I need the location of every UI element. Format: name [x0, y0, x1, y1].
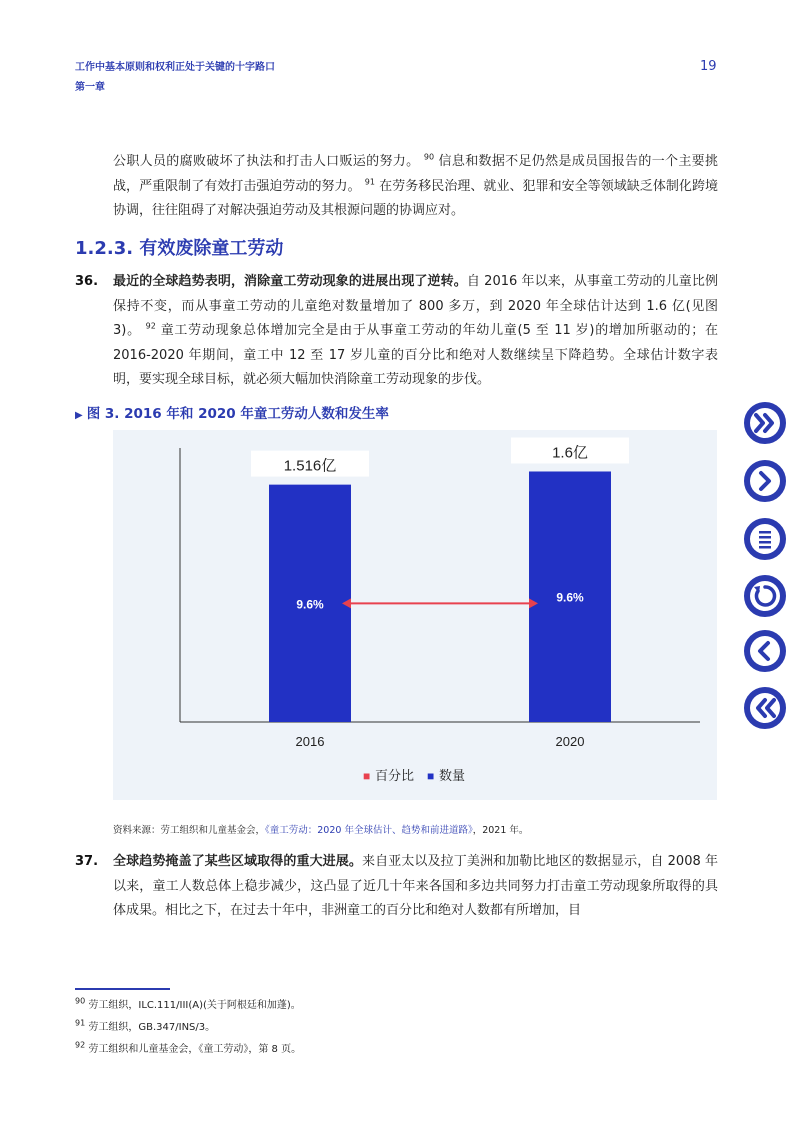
bar-value-label-2020: 1.6亿: [552, 444, 588, 462]
bar-chart: [113, 430, 717, 800]
figure-source: [113, 822, 528, 836]
footnote-ref-90[interactable]: 90: [423, 152, 435, 162]
footnote-91-marker: 91: [75, 1018, 86, 1028]
legend-label-percent: 百分比: [375, 768, 415, 783]
footnote-ref-92[interactable]: 92: [145, 321, 156, 331]
figure-caption: [75, 402, 389, 422]
footnote-92-marker: 92: [75, 1040, 86, 1050]
caption-arrow-icon: ▶: [75, 410, 83, 421]
intro-paragraph: [113, 150, 718, 224]
footnote-92: [75, 1040, 301, 1055]
footnote-90-marker: 90: [75, 996, 86, 1006]
back-icon: [747, 578, 783, 614]
intro-text-a: 公职人员的腐败破坏了执法和打击人口贩运的努力。: [113, 154, 420, 169]
figure-caption-text: 图 3. 2016 年和 2020 年童工劳动人数和发生率: [86, 406, 389, 422]
first-page-icon: [747, 405, 783, 441]
paragraph-number-37: 37.: [75, 854, 99, 869]
running-header-title: 工作中基本原则和权利正处于关键的十字路口: [75, 62, 275, 73]
legend-label-count: 数量: [439, 768, 466, 783]
paragraph-36-text-a: 自 2016 年以来，从事童工劳动的儿童比例保持不变，而从事童工劳动的儿童绝对数量增加了 800 多万，到 2020 年全球估计达到 1.6 亿(见图 3)。: [113, 274, 718, 338]
paragraph-37-lead: 全球趋势掩盖了某些区域取得的重大进展。: [113, 854, 362, 869]
legend-marker-percent: ■: [363, 769, 371, 783]
source-link[interactable]: 《童工劳动：2020 年全球估计、趋势和前进道路》: [265, 825, 473, 836]
paragraph-37-text: 来自亚太以及拉丁美洲和加勒比地区的数据显示，自 2008 年以来，童工人数总体上稳步减少，这凸显了近几十年来各国和多边共同努力打击童工劳动现象所取得的具体成果。相比之下，在过去十年中，非洲童工的百分比和绝对人数都有所增加，目: [113, 854, 718, 918]
chart-panel: [113, 430, 717, 800]
next-page-button[interactable]: [744, 460, 786, 502]
paragraph-37: [113, 850, 718, 924]
paragraph-36: [113, 270, 718, 393]
section-heading: 1.2.3. 有效废除童工劳动: [75, 238, 284, 259]
back-button[interactable]: [744, 575, 786, 617]
first-page-button[interactable]: [744, 402, 786, 444]
footnote-divider: [75, 988, 170, 990]
footnote-91-text: 劳工组织，GB.347/INS/3。: [88, 1022, 216, 1033]
paragraph-36-lead: 最近的全球趋势表明，消除童工劳动现象的进展出现了逆转。: [113, 274, 467, 289]
footnote-90: [75, 996, 301, 1011]
previous-page-icon: [747, 633, 783, 669]
percent-label-2016: 9.6%: [296, 597, 324, 612]
intro-text-c: 在劳务移民治理、就业、犯罪和安全等领域缺乏体制化跨境协调，往往阻碍了对解决强迫劳动及其根源问题的协调应对。: [113, 178, 718, 218]
page-number: 19: [700, 59, 717, 74]
footnote-91: [75, 1018, 215, 1033]
last-page-icon: [747, 690, 783, 726]
footnote-90-text: 劳工组织，ILC.111/III(A)(关于阿根廷和加蓬)。: [88, 1000, 301, 1011]
paragraph-number-36: 36.: [75, 274, 99, 289]
running-header-chapter: 第一章: [75, 82, 105, 93]
source-prefix: 资料来源：劳工组织和儿童基金会，: [113, 825, 266, 836]
x-tick-label-2016: 2016: [295, 734, 325, 749]
table-of-contents-button[interactable]: [744, 518, 786, 560]
legend-marker-count: ■: [427, 769, 435, 783]
footnote-ref-91[interactable]: 91: [364, 177, 375, 187]
x-tick-label-2020: 2020: [555, 734, 585, 749]
previous-page-button[interactable]: [744, 630, 786, 672]
last-page-button[interactable]: [744, 687, 786, 729]
bar-value-label-2016: 1.516亿: [283, 457, 337, 475]
source-suffix: ，2021 年。: [472, 825, 529, 836]
table-of-contents-icon: [747, 521, 783, 557]
footnote-92-text: 劳工组织和儿童基金会，《童工劳动》，第 8 页。: [88, 1044, 302, 1055]
intro-text-b: 信息和数据不足仍然是成员国报告的一个主要挑战，严重限制了有效打击强迫劳动的努力。: [113, 154, 718, 194]
next-page-icon: [747, 463, 783, 499]
paragraph-36-text-b: 童工劳动现象总体增加完全是由于从事童工劳动的年幼儿童(5 至 11 岁)的增加所驱动的；在 2016-2020 年期间，童工中 12 至 17 岁儿童的百分比和绝对人数继续呈下降趋势。全球估计数字表明，要实现全球目标，就必须大幅加快消除童工劳动现象的步伐。: [113, 323, 718, 387]
percent-label-2020: 9.6%: [556, 590, 584, 605]
